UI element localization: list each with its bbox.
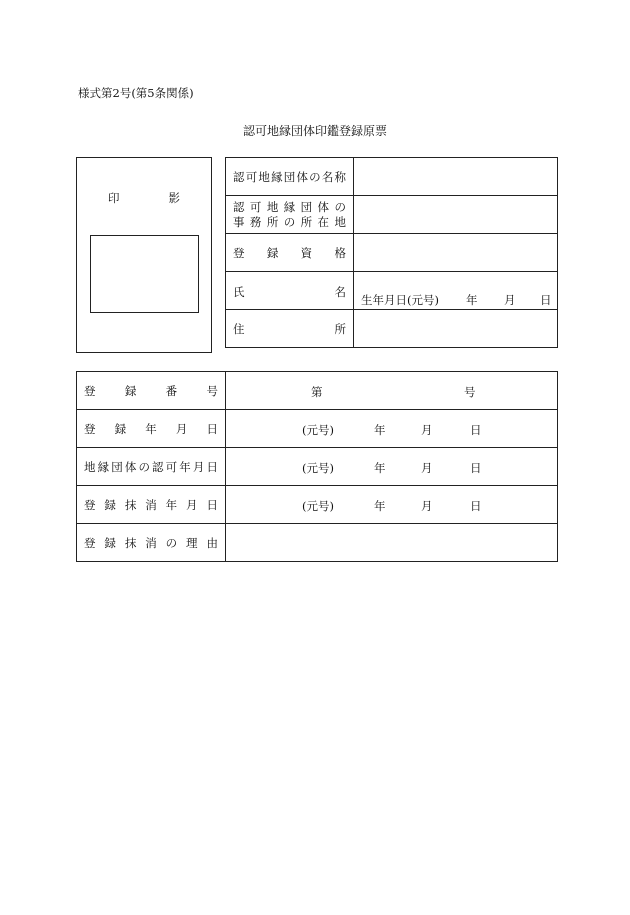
label-organization-name: 認 可 地 縁 団 体 の 名 称 — [226, 158, 354, 196]
full-name-field[interactable] — [354, 272, 558, 310]
registration-table — [76, 371, 558, 562]
label-registration-number: 登 録 番 号 — [77, 372, 226, 410]
registration-date-field[interactable] — [226, 410, 558, 448]
number-suffix: 号 — [464, 385, 476, 399]
cancellation-reason-field[interactable] — [226, 524, 558, 562]
year-label: 年 — [374, 423, 386, 437]
applicant-table — [225, 157, 558, 348]
month-label: 月 — [504, 293, 516, 307]
table-row — [77, 410, 558, 448]
registration-qualification-field[interactable] — [354, 234, 558, 272]
label-full-name: 氏 名 — [226, 272, 354, 310]
number-prefix: 第 — [311, 385, 323, 399]
seal-label-char: 影 — [168, 191, 180, 205]
label-address: 住 所 — [226, 310, 354, 348]
seal-impression-box — [76, 157, 212, 353]
day-label: 日 — [470, 461, 482, 475]
month-label: 月 — [421, 461, 433, 475]
seal-impression-label — [77, 190, 211, 206]
table-row — [226, 234, 558, 272]
document-title: 認可地縁団体印鑑登録原票 — [242, 124, 387, 138]
address-field[interactable] — [354, 310, 558, 348]
organization-name-field[interactable] — [354, 158, 558, 196]
approval-date-field[interactable] — [226, 448, 558, 486]
day-label: 日 — [470, 499, 482, 513]
office-address-field[interactable] — [354, 196, 558, 234]
seal-stamp-area[interactable] — [90, 235, 199, 313]
era-label: (元号) — [302, 423, 334, 437]
day-label: 日 — [540, 293, 552, 307]
table-row — [77, 524, 558, 562]
month-label: 月 — [421, 499, 433, 513]
table-row — [77, 486, 558, 524]
month-label: 月 — [421, 423, 433, 437]
label-cancellation-date: 登 録 抹 消 年 月 日 — [77, 486, 226, 524]
year-label: 年 — [374, 461, 386, 475]
seal-label-char: 印 — [108, 191, 120, 205]
table-row — [226, 272, 558, 310]
registration-number-field[interactable] — [226, 372, 558, 410]
era-label: (元号) — [302, 499, 334, 513]
form-number: 様式第2号(第5条関係) — [78, 86, 194, 100]
cancellation-date-field[interactable] — [226, 486, 558, 524]
label-registration-qualification: 登 録 資 格 — [226, 234, 354, 272]
year-label: 年 — [374, 499, 386, 513]
birthdate-label: 生年月日(元号) — [361, 293, 439, 307]
label-approval-date: 地 縁 団 体 の 認 可 年 月 日 — [77, 448, 226, 486]
table-row — [226, 196, 558, 234]
year-label: 年 — [466, 293, 478, 307]
label-cancellation-reason: 登 録 抹 消 の 理 由 — [77, 524, 226, 562]
table-row — [77, 372, 558, 410]
day-label: 日 — [470, 423, 482, 437]
label-office-address: 認 可 地 縁 団 体 の 事 務 所 の 所 在 地 — [226, 196, 354, 234]
table-row — [226, 158, 558, 196]
table-row — [226, 310, 558, 348]
era-label: (元号) — [302, 461, 334, 475]
label-registration-date: 登 録 年 月 日 — [77, 410, 226, 448]
table-row — [77, 448, 558, 486]
